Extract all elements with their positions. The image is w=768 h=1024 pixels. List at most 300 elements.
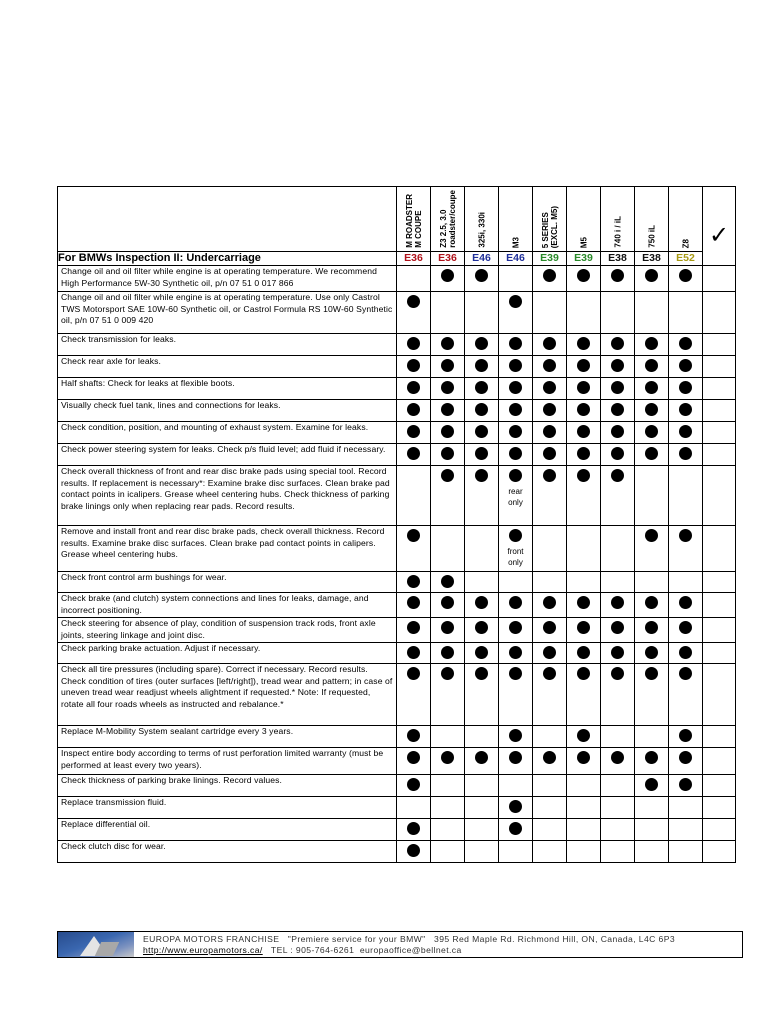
applies-dot-icon: [441, 751, 454, 764]
applies-dot-icon: [645, 447, 658, 460]
applies-dot-icon: [645, 359, 658, 372]
chassis-code: E36: [431, 252, 465, 266]
chassis-code: E52: [669, 252, 703, 266]
applicability-cell: [397, 664, 431, 726]
applicability-cell: [567, 378, 601, 400]
applicability-cell: [431, 643, 465, 664]
task-description: Half shafts: Check for leaks at flexible boots.: [58, 378, 397, 400]
applicability-cell: [431, 378, 465, 400]
applicability-cell: [397, 748, 431, 775]
applicability-cell: [533, 664, 567, 726]
applies-dot-icon: [577, 751, 590, 764]
applicability-cell: [635, 819, 669, 841]
applies-dot-icon: [577, 359, 590, 372]
applicability-cell: [669, 664, 703, 726]
task-description: Check condition, position, and mounting of exhaust system. Examine for leaks.: [58, 422, 397, 444]
applicability-cell: [635, 334, 669, 356]
done-check-cell[interactable]: [703, 593, 736, 618]
task-row: [58, 819, 736, 841]
applicability-cell: [601, 819, 635, 841]
applicability-cell: [567, 334, 601, 356]
applicability-cell: [601, 726, 635, 748]
footer-line-2: [143, 945, 675, 956]
applicability-cell: [635, 466, 669, 526]
applicability-cell: [567, 266, 601, 292]
applicability-cell: [499, 444, 533, 466]
done-check-cell[interactable]: [703, 618, 736, 643]
applicability-cell: [431, 572, 465, 593]
applies-dot-icon: [407, 447, 420, 460]
applies-dot-icon: [475, 621, 488, 634]
model-label: 325i, 330i: [477, 212, 486, 248]
applies-dot-icon: [407, 359, 420, 372]
inspection-table: [57, 186, 736, 863]
applicability-cell: [635, 643, 669, 664]
applies-dot-icon: [407, 621, 420, 634]
done-check-cell[interactable]: [703, 356, 736, 378]
applies-dot-icon: [679, 529, 692, 542]
applicability-cell: [567, 572, 601, 593]
applicability-cell: [601, 748, 635, 775]
applicability-cell: [533, 819, 567, 841]
applicability-cell: [635, 618, 669, 643]
applies-dot-icon: [441, 575, 454, 588]
applicability-cell: [533, 572, 567, 593]
footer-text: [134, 932, 675, 957]
applies-dot-icon: [475, 425, 488, 438]
applicability-cell: [567, 593, 601, 618]
applicability-cell: [635, 572, 669, 593]
applicability-cell: [397, 334, 431, 356]
applicability-cell: [669, 266, 703, 292]
applicability-cell: [567, 643, 601, 664]
applicability-cell: [567, 841, 601, 863]
applicability-cell: [431, 292, 465, 334]
applicability-cell: [601, 400, 635, 422]
task-row: [58, 466, 736, 526]
task-row: [58, 775, 736, 797]
applicability-cell: [465, 748, 499, 775]
company-address: 395 Red Maple Rd. Richmond Hill, ON, Canada, L4C 6P3: [434, 934, 676, 944]
company-name: EUROPA MOTORS FRANCHISE: [143, 934, 280, 944]
done-check-cell[interactable]: [703, 748, 736, 775]
done-check-cell[interactable]: [703, 572, 736, 593]
applicability-cell: [499, 643, 533, 664]
applicability-cell: [601, 775, 635, 797]
applicability-cell: [397, 444, 431, 466]
applies-dot-icon: [577, 621, 590, 634]
model-header-cell: [397, 187, 431, 252]
applies-dot-icon: [679, 729, 692, 742]
table-title: For BMWs Inspection II: Undercarriage: [58, 252, 397, 266]
applies-dot-icon: [543, 337, 556, 350]
checkmark-icon: ✓: [708, 221, 730, 249]
applies-dot-icon: [509, 529, 522, 542]
applicability-cell: [465, 526, 499, 572]
applies-dot-icon: [509, 447, 522, 460]
done-check-cell[interactable]: [703, 266, 736, 292]
task-description: Check brake (and clutch) system connections and lines for leaks, damage, and incorrect positioning.: [58, 593, 397, 618]
applies-dot-icon: [679, 596, 692, 609]
applicability-cell: [601, 444, 635, 466]
applicability-cell: [465, 797, 499, 819]
chassis-code: E46: [465, 252, 499, 266]
applies-dot-icon: [475, 269, 488, 282]
done-check-cell[interactable]: [703, 444, 736, 466]
applicability-cell: [397, 618, 431, 643]
applies-dot-icon: [509, 800, 522, 813]
applicability-cell: [431, 618, 465, 643]
applicability-cell: [567, 466, 601, 526]
applicability-cell: [499, 819, 533, 841]
applies-dot-icon: [509, 667, 522, 680]
applicability-cell: [533, 618, 567, 643]
applicability-cell: [533, 593, 567, 618]
applies-dot-icon: [407, 667, 420, 680]
applies-dot-icon: [645, 621, 658, 634]
applicability-cell: [465, 643, 499, 664]
applies-dot-icon: [577, 269, 590, 282]
email-address: europaoffice@bellnet.ca: [359, 945, 462, 955]
applies-dot-icon: [509, 381, 522, 394]
applies-dot-icon: [543, 359, 556, 372]
applicability-cell: [533, 526, 567, 572]
applicability-cell: [499, 841, 533, 863]
applicability-cell: [499, 292, 533, 334]
applicability-cell: [499, 378, 533, 400]
applies-dot-icon: [679, 337, 692, 350]
done-check-cell[interactable]: [703, 400, 736, 422]
applicability-cell: [533, 726, 567, 748]
applicability-cell: [499, 422, 533, 444]
task-row: [58, 664, 736, 726]
applicability-cell: [397, 526, 431, 572]
applicability-cell: [431, 526, 465, 572]
applies-dot-icon: [679, 751, 692, 764]
applicability-cell: [635, 422, 669, 444]
applies-dot-icon: [611, 596, 624, 609]
applies-dot-icon: [509, 751, 522, 764]
applies-dot-icon: [679, 778, 692, 791]
applies-dot-icon: [475, 381, 488, 394]
applicability-cell: [397, 400, 431, 422]
applicability-cell: [431, 841, 465, 863]
task-row: [58, 422, 736, 444]
applicability-cell: [533, 334, 567, 356]
task-row: [58, 593, 736, 618]
done-check-cell[interactable]: [703, 292, 736, 334]
done-check-cell[interactable]: [703, 797, 736, 819]
applies-dot-icon: [645, 596, 658, 609]
applies-dot-icon: [679, 667, 692, 680]
applicability-cell: [465, 444, 499, 466]
applicability-cell: [397, 841, 431, 863]
applicability-cell: [499, 334, 533, 356]
applicability-cell: [567, 400, 601, 422]
applies-dot-icon: [611, 381, 624, 394]
applies-dot-icon: [645, 425, 658, 438]
applicability-cell: [431, 797, 465, 819]
applicability-cell: [465, 334, 499, 356]
applicability-cell: [397, 797, 431, 819]
applicability-cell: [635, 726, 669, 748]
applicability-cell: [601, 797, 635, 819]
applies-dot-icon: [475, 646, 488, 659]
task-row: [58, 356, 736, 378]
applicability-cell: [669, 797, 703, 819]
task-row: [58, 292, 736, 334]
applies-dot-icon: [679, 381, 692, 394]
chassis-code: E39: [533, 252, 567, 266]
applies-dot-icon: [441, 337, 454, 350]
task-description: Check parking brake actuation. Adjust if necessary.: [58, 643, 397, 664]
applicability-cell: [669, 466, 703, 526]
applicability-cell: [397, 775, 431, 797]
cell-note: front only: [507, 547, 524, 567]
applicability-cell: [431, 748, 465, 775]
applicability-cell: [669, 748, 703, 775]
applicability-cell: [601, 618, 635, 643]
applicability-cell: [533, 775, 567, 797]
applicability-cell: [635, 292, 669, 334]
task-description: Replace differential oil.: [58, 819, 397, 841]
model-label: M5: [579, 236, 588, 248]
applies-dot-icon: [611, 621, 624, 634]
applicability-cell: [635, 266, 669, 292]
applies-dot-icon: [475, 667, 488, 680]
applicability-cell: [397, 643, 431, 664]
applicability-cell: [533, 643, 567, 664]
applies-dot-icon: [407, 778, 420, 791]
applicability-cell: [465, 378, 499, 400]
applicability-cell: [533, 356, 567, 378]
applicability-cell: [567, 356, 601, 378]
done-check-cell[interactable]: [703, 841, 736, 863]
model-label: Z8: [681, 238, 690, 248]
applies-dot-icon: [645, 403, 658, 416]
task-description: Check clutch disc for wear.: [58, 841, 397, 863]
applies-dot-icon: [645, 269, 658, 282]
applicability-cell: [499, 356, 533, 378]
task-row: [58, 526, 736, 572]
applies-dot-icon: [577, 447, 590, 460]
applies-dot-icon: [543, 381, 556, 394]
applicability-cell: [397, 266, 431, 292]
applicability-cell: [499, 526, 533, 572]
applicability-cell: [533, 444, 567, 466]
applicability-cell: [669, 526, 703, 572]
applies-dot-icon: [645, 667, 658, 680]
applicability-cell: [567, 819, 601, 841]
applicability-cell: [397, 593, 431, 618]
applies-dot-icon: [441, 667, 454, 680]
applies-dot-icon: [577, 729, 590, 742]
model-header-cell: [669, 187, 703, 252]
applicability-cell: [465, 775, 499, 797]
task-description: Change oil and oil filter while engine is at operating temperature. Use only Castrol TWS Motorsport SAE 10W-60 Synthetic oil, or Castrol Formula RS 10W-60 Synthetic oil, p/n 07 51 0 009 420: [58, 292, 397, 334]
footer-line-1: [143, 934, 675, 945]
applicability-cell: [601, 266, 635, 292]
model-label-row: [58, 187, 736, 252]
done-check-cell[interactable]: [703, 526, 736, 572]
applies-dot-icon: [407, 729, 420, 742]
applies-dot-icon: [543, 269, 556, 282]
task-description: Check power steering system for leaks. Check p/s fluid level; add fluid if necessary.: [58, 444, 397, 466]
applicability-cell: [533, 400, 567, 422]
applies-dot-icon: [679, 425, 692, 438]
applicability-cell: [669, 593, 703, 618]
applies-dot-icon: [543, 646, 556, 659]
applies-dot-icon: [543, 596, 556, 609]
applicability-cell: [533, 841, 567, 863]
chassis-code: E46: [499, 252, 533, 266]
applies-dot-icon: [645, 778, 658, 791]
task-row: [58, 334, 736, 356]
applicability-cell: [499, 748, 533, 775]
applies-dot-icon: [611, 337, 624, 350]
applies-dot-icon: [611, 751, 624, 764]
applicability-cell: [499, 664, 533, 726]
task-row: [58, 643, 736, 664]
task-row: [58, 266, 736, 292]
applicability-cell: [431, 400, 465, 422]
task-row: [58, 378, 736, 400]
header-blank-cell: [58, 187, 397, 252]
task-row: [58, 841, 736, 863]
applicability-cell: [465, 726, 499, 748]
applicability-cell: [431, 819, 465, 841]
applies-dot-icon: [509, 337, 522, 350]
task-description: Check transmission for leaks.: [58, 334, 397, 356]
model-label: 740 i / iL: [613, 216, 622, 248]
model-label: 5 SERIES (EXCL. M5): [540, 205, 559, 248]
applies-dot-icon: [679, 621, 692, 634]
applies-dot-icon: [475, 469, 488, 482]
applicability-cell: [601, 356, 635, 378]
applies-dot-icon: [611, 469, 624, 482]
applicability-cell: [669, 726, 703, 748]
applies-dot-icon: [509, 295, 522, 308]
applicability-cell: [567, 797, 601, 819]
applicability-cell: [567, 748, 601, 775]
applicability-cell: [431, 356, 465, 378]
applies-dot-icon: [441, 425, 454, 438]
done-check-cell[interactable]: [703, 422, 736, 444]
task-description: Check rear axle for leaks.: [58, 356, 397, 378]
applies-dot-icon: [645, 381, 658, 394]
applicability-cell: [431, 334, 465, 356]
applicability-cell: [499, 400, 533, 422]
applicability-cell: [635, 400, 669, 422]
applicability-cell: [533, 422, 567, 444]
applicability-cell: [669, 356, 703, 378]
model-header-cell: [431, 187, 465, 252]
task-row: [58, 797, 736, 819]
applies-dot-icon: [679, 359, 692, 372]
applies-dot-icon: [543, 425, 556, 438]
applicability-cell: [533, 748, 567, 775]
europa-logo: [58, 932, 134, 957]
done-check-cell[interactable]: [703, 664, 736, 726]
model-header-cell: [499, 187, 533, 252]
applies-dot-icon: [645, 337, 658, 350]
applicability-cell: [635, 444, 669, 466]
applicability-cell: [601, 292, 635, 334]
applicability-cell: [533, 797, 567, 819]
task-description: Check all tire pressures (including spare). Correct if necessary. Record results. Check condition of tires (outer surfaces [left/right]), tread wear and pattern; in case of uneven tread wear readjust wheels alightment if requested.* Note: If requested, rotate all four roads wheels as instructed and rebalance.*: [58, 664, 397, 726]
model-header-cell: [465, 187, 499, 252]
model-label: Z3 2.5, 3.0 roadster/coupe: [438, 190, 457, 248]
applicability-cell: [397, 466, 431, 526]
task-row: [58, 572, 736, 593]
applies-dot-icon: [543, 667, 556, 680]
applies-dot-icon: [543, 447, 556, 460]
applies-dot-icon: [475, 337, 488, 350]
applicability-cell: [397, 726, 431, 748]
applicability-cell: [431, 664, 465, 726]
applicability-cell: [499, 572, 533, 593]
applies-dot-icon: [679, 447, 692, 460]
model-header-cell: [533, 187, 567, 252]
applies-dot-icon: [679, 269, 692, 282]
applicability-cell: [669, 618, 703, 643]
task-row: [58, 748, 736, 775]
applicability-cell: [397, 572, 431, 593]
applies-dot-icon: [645, 646, 658, 659]
applicability-cell: [669, 334, 703, 356]
done-check-cell[interactable]: [703, 334, 736, 356]
task-description: Check thickness of parking brake linings. Record values.: [58, 775, 397, 797]
applies-dot-icon: [611, 269, 624, 282]
applies-dot-icon: [509, 403, 522, 416]
applies-dot-icon: [407, 575, 420, 588]
applicability-cell: [601, 593, 635, 618]
done-check-cell[interactable]: [703, 378, 736, 400]
applies-dot-icon: [577, 469, 590, 482]
applicability-cell: [533, 266, 567, 292]
model-label: 750 iL: [647, 225, 656, 248]
chassis-code: E39: [567, 252, 601, 266]
applies-dot-icon: [475, 596, 488, 609]
applicability-cell: [669, 819, 703, 841]
applicability-cell: [465, 292, 499, 334]
done-check-cell[interactable]: [703, 643, 736, 664]
applies-dot-icon: [441, 596, 454, 609]
applies-dot-icon: [407, 751, 420, 764]
chassis-code: E38: [601, 252, 635, 266]
applicability-cell: [397, 356, 431, 378]
applicability-cell: [431, 466, 465, 526]
applies-dot-icon: [509, 596, 522, 609]
applicability-cell: [499, 775, 533, 797]
applicability-cell: [635, 664, 669, 726]
applicability-cell: [499, 618, 533, 643]
applies-dot-icon: [475, 751, 488, 764]
applies-dot-icon: [509, 359, 522, 372]
done-check-cell[interactable]: [703, 466, 736, 526]
done-check-cell[interactable]: [703, 819, 736, 841]
done-check-cell[interactable]: [703, 775, 736, 797]
applies-dot-icon: [577, 425, 590, 438]
applies-dot-icon: [441, 621, 454, 634]
done-check-cell[interactable]: [703, 726, 736, 748]
applies-dot-icon: [577, 596, 590, 609]
applicability-cell: [601, 526, 635, 572]
applicability-cell: [669, 444, 703, 466]
applies-dot-icon: [407, 337, 420, 350]
website-link[interactable]: http://www.europamotors.ca/: [143, 945, 263, 955]
applies-dot-icon: [407, 381, 420, 394]
